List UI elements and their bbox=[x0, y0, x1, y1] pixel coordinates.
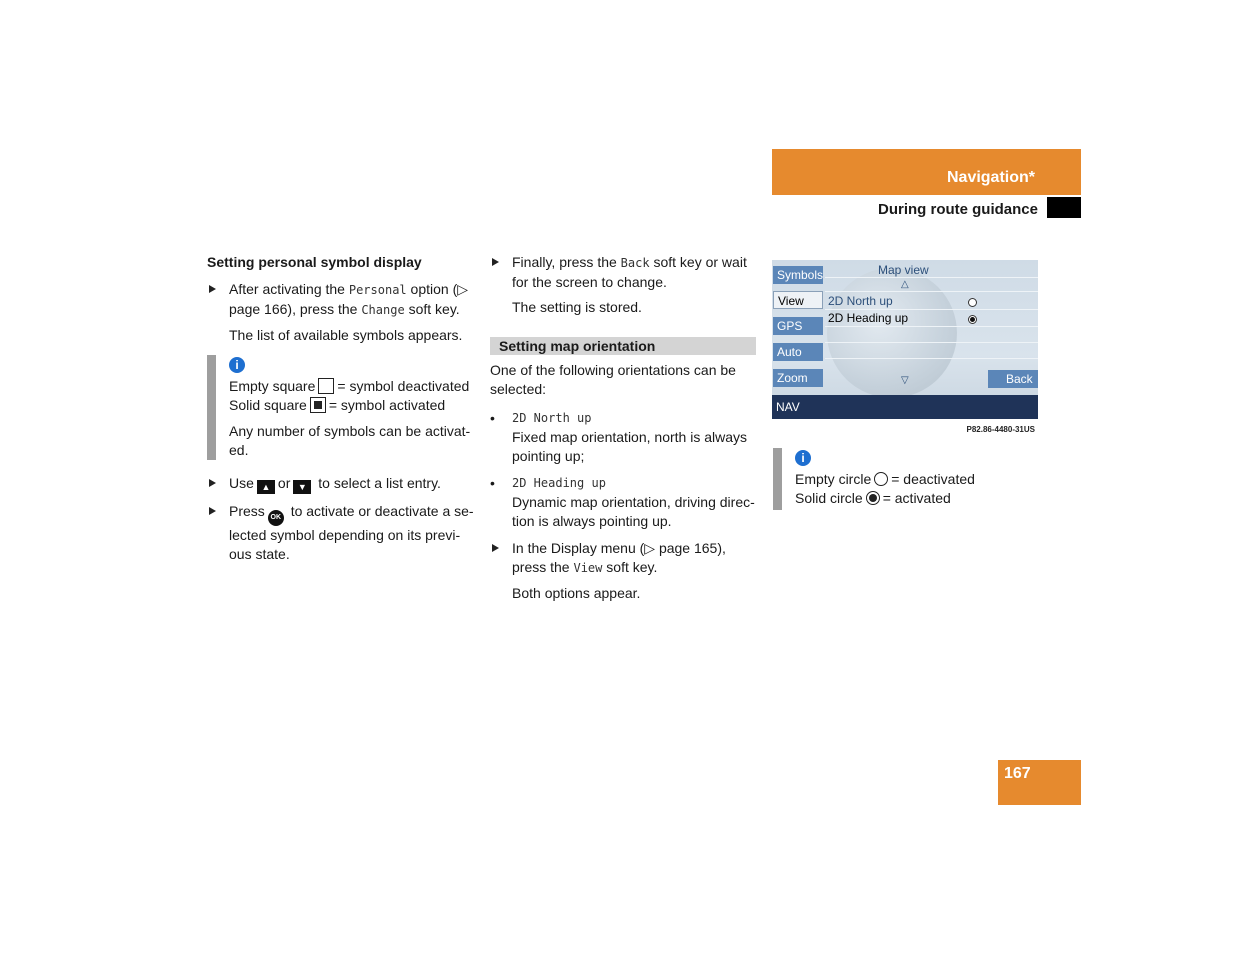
step-activate-personal: After activating the Personal option (▷ page 166), press the Change soft key. bbox=[207, 280, 477, 320]
chapter-header-bar bbox=[772, 149, 1081, 195]
page-number: 167 bbox=[1004, 765, 1031, 782]
info-box-circles bbox=[773, 448, 1039, 508]
info-icon: i bbox=[229, 357, 245, 373]
empty-square-icon bbox=[318, 378, 334, 394]
info-line-empty-circle: Empty circle = deactivated bbox=[795, 471, 975, 487]
info-line-solid-square: Solid square = symbol activated bbox=[229, 397, 446, 413]
info-line-solid-circle: Solid circle = activated bbox=[795, 490, 951, 506]
page-number-bar bbox=[998, 760, 1081, 805]
option-north-up-entry[interactable]: 2D North up bbox=[828, 294, 893, 308]
step-select-entry: Use ▲ or ▼ to select a list entry. bbox=[207, 474, 477, 494]
scroll-down-icon[interactable]: ▽ bbox=[901, 375, 909, 386]
section-heading-map-orientation: Setting map orientation bbox=[490, 337, 756, 355]
result-stored: The setting is stored. bbox=[512, 299, 642, 315]
figure-caption: P82.86-4480-31US bbox=[966, 425, 1035, 434]
page-ref: ▷ page 165 bbox=[644, 540, 718, 556]
softkey-auto[interactable]: Auto bbox=[773, 343, 823, 361]
softkey-gps[interactable]: GPS bbox=[773, 317, 823, 335]
empty-circle-icon bbox=[874, 472, 888, 486]
code-personal: Personal bbox=[348, 283, 407, 297]
info-bar bbox=[207, 355, 216, 460]
radio-heading-up-icon[interactable] bbox=[968, 315, 977, 324]
result-text: The list of available symbols appears. bbox=[229, 327, 463, 343]
step-press-back: Finally, press the Back soft key or wait for the screen to change. bbox=[490, 253, 756, 292]
softkey-symbols[interactable]: Symbols bbox=[773, 266, 823, 284]
column-middle bbox=[490, 253, 756, 609]
info-line-empty-square: Empty square = symbol deactivated bbox=[229, 378, 470, 394]
chapter-title: Navigation* bbox=[946, 169, 1035, 186]
softkey-view[interactable]: View bbox=[773, 291, 823, 309]
radio-north-up-icon[interactable] bbox=[968, 298, 977, 307]
status-bar-nav: NAV bbox=[772, 395, 1038, 419]
code-back: Back bbox=[620, 256, 650, 270]
section-marker bbox=[1047, 197, 1081, 218]
code-view: View bbox=[573, 561, 603, 575]
step-press-view: In the Display menu (▷ page 165), press the View soft key. bbox=[490, 539, 756, 578]
screen-title: Map view bbox=[878, 263, 929, 277]
softkey-back[interactable]: Back bbox=[988, 370, 1038, 388]
scroll-up-icon[interactable]: △ bbox=[901, 279, 909, 290]
section-subtitle: During route guidance bbox=[877, 201, 1038, 218]
heading-personal-symbol: Setting personal symbol display bbox=[207, 254, 422, 270]
info-bar bbox=[773, 448, 782, 510]
code-change: Change bbox=[361, 303, 405, 317]
column-left bbox=[207, 253, 477, 570]
solid-circle-icon bbox=[866, 491, 880, 505]
info-box-squares bbox=[207, 355, 477, 460]
info-icon: i bbox=[795, 450, 811, 466]
option-heading-up-entry[interactable]: 2D Heading up bbox=[828, 311, 909, 325]
option-north-up: • 2D North up Fixed map orientation, north is always pointing up; bbox=[490, 409, 756, 466]
intro-text: One of the following orientations can be selected: bbox=[490, 362, 736, 397]
globe-graphic bbox=[827, 268, 957, 398]
softkey-zoom[interactable]: Zoom bbox=[773, 369, 823, 387]
down-arrow-key-icon: ▼ bbox=[293, 480, 311, 494]
result-both-options: Both options appear. bbox=[512, 585, 641, 601]
option-heading-up: • 2D Heading up Dynamic map orientation, driving direc-tion is always pointing up. bbox=[490, 474, 756, 531]
step-press-ok: Press OK to activate or deactivate a se-lected symbol depending on its previ-ous state. bbox=[207, 502, 477, 564]
ok-key-icon: OK bbox=[268, 510, 284, 526]
info-line-any-number: Any number of symbols can be activat-ed. bbox=[229, 423, 471, 458]
page-ref: ▷ page 166 bbox=[229, 281, 469, 317]
map-view-screenshot bbox=[772, 260, 1038, 419]
solid-square-icon bbox=[310, 397, 326, 413]
up-arrow-key-icon: ▲ bbox=[257, 480, 275, 494]
